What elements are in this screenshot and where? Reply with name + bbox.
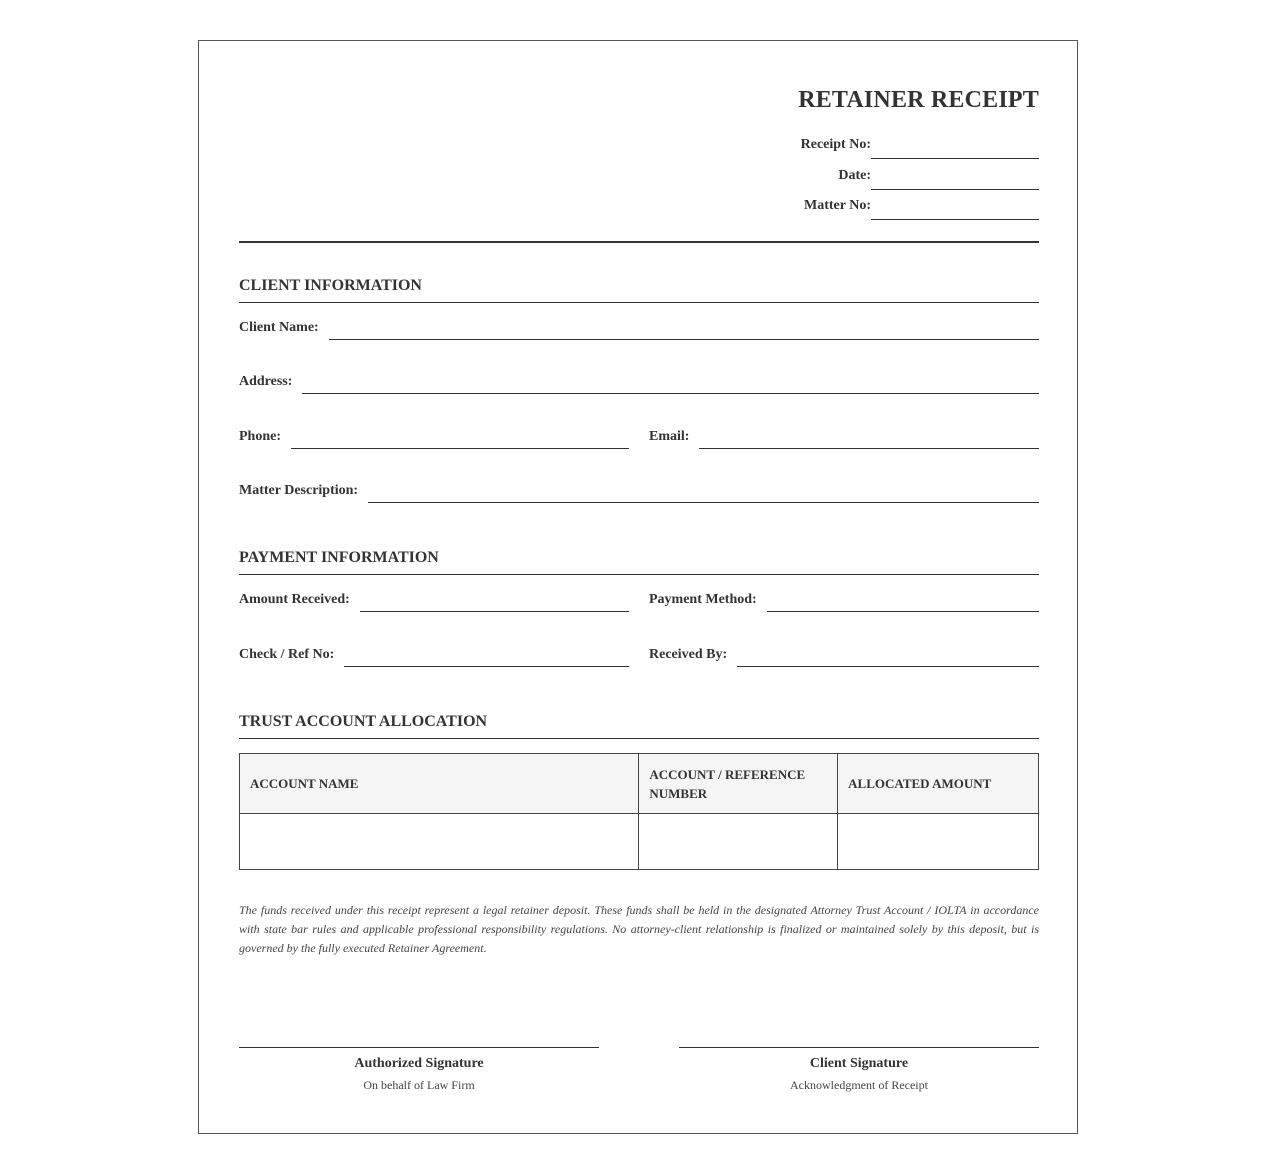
amount-received-input-line[interactable] <box>360 610 629 612</box>
table-header-row <box>240 754 1039 814</box>
cell-allocated-amount[interactable] <box>838 814 1039 870</box>
client-signature-title: Client Signature <box>809 1056 909 1071</box>
check-ref-input-line[interactable] <box>344 665 629 667</box>
payment-method-label: Payment Method: <box>649 592 757 607</box>
receipt-no-input-line[interactable] <box>871 158 1039 159</box>
authorized-signature-line[interactable] <box>239 1047 599 1048</box>
receipt-no-label: Receipt No: <box>800 137 871 152</box>
amount-received-field <box>239 588 629 612</box>
matter-description-label: Matter Description: <box>239 483 359 498</box>
matter-description-field <box>239 479 1039 503</box>
cell-account-name[interactable] <box>240 814 639 870</box>
trust-section-title: TRUST ACCOUNT ALLOCATION <box>239 713 1039 739</box>
authorized-signature-block <box>239 1047 599 1093</box>
address-input-line[interactable] <box>302 392 1039 394</box>
matter-no-input-line[interactable] <box>871 219 1039 220</box>
received-by-field <box>649 643 1039 667</box>
col-account-name: ACCOUNT NAME <box>240 754 639 814</box>
document-title: RETAINER RECEIPT <box>798 87 1039 113</box>
phone-input-line[interactable] <box>291 447 629 449</box>
authorized-signature-title: Authorized Signature <box>354 1056 484 1071</box>
check-ref-field <box>239 643 629 667</box>
phone-field <box>239 425 629 449</box>
receipt-page <box>198 40 1078 1134</box>
date-input-line[interactable] <box>871 189 1039 190</box>
payment-method-input-line[interactable] <box>767 610 1039 612</box>
email-label: Email: <box>649 429 690 444</box>
allocation-table <box>239 753 1039 870</box>
phone-label: Phone: <box>239 429 281 444</box>
client-name-input-line[interactable] <box>329 338 1039 340</box>
client-signature-subtitle: Acknowledgment of Receipt <box>790 1078 928 1092</box>
client-name-field <box>239 316 1039 340</box>
address-field <box>239 370 1039 394</box>
received-by-input-line[interactable] <box>737 665 1039 667</box>
matter-no-field <box>779 194 1039 220</box>
payment-method-field <box>649 588 1039 612</box>
address-label: Address: <box>239 374 293 389</box>
email-field <box>649 425 1039 449</box>
client-name-label: Client Name: <box>239 320 319 335</box>
table-row <box>240 814 1039 870</box>
email-input-line[interactable] <box>699 447 1039 449</box>
col-account-reference: ACCOUNT / REFERENCE NUMBER <box>639 754 838 814</box>
cell-account-reference[interactable] <box>639 814 838 870</box>
date-field <box>779 164 1039 190</box>
disclaimer-text: The funds received under this receipt represent a legal retainer deposit. These funds shall be held in the designated Attorney Trust Account / IOLTA in accordance with state bar rules and applicable professional responsibility regulations. No attorney-client relationship is finalized or maintained solely by this deposit, but is governed by the fully executed Retainer Agreement. <box>239 903 1039 955</box>
header-divider <box>239 241 1039 243</box>
date-label: Date: <box>838 168 871 183</box>
client-section-title: CLIENT INFORMATION <box>239 277 1039 303</box>
receipt-no-field <box>779 133 1039 159</box>
check-ref-label: Check / Ref No: <box>239 647 335 662</box>
payment-section-title: PAYMENT INFORMATION <box>239 549 1039 575</box>
col-allocated-amount: ALLOCATED AMOUNT <box>838 754 1039 814</box>
matter-description-input-line[interactable] <box>368 501 1039 503</box>
received-by-label: Received By: <box>649 647 728 662</box>
matter-no-label: Matter No: <box>804 198 871 213</box>
amount-received-label: Amount Received: <box>239 592 350 607</box>
client-signature-line[interactable] <box>679 1047 1039 1048</box>
authorized-signature-subtitle: On behalf of Law Firm <box>363 1078 475 1092</box>
client-signature-block <box>679 1047 1039 1093</box>
